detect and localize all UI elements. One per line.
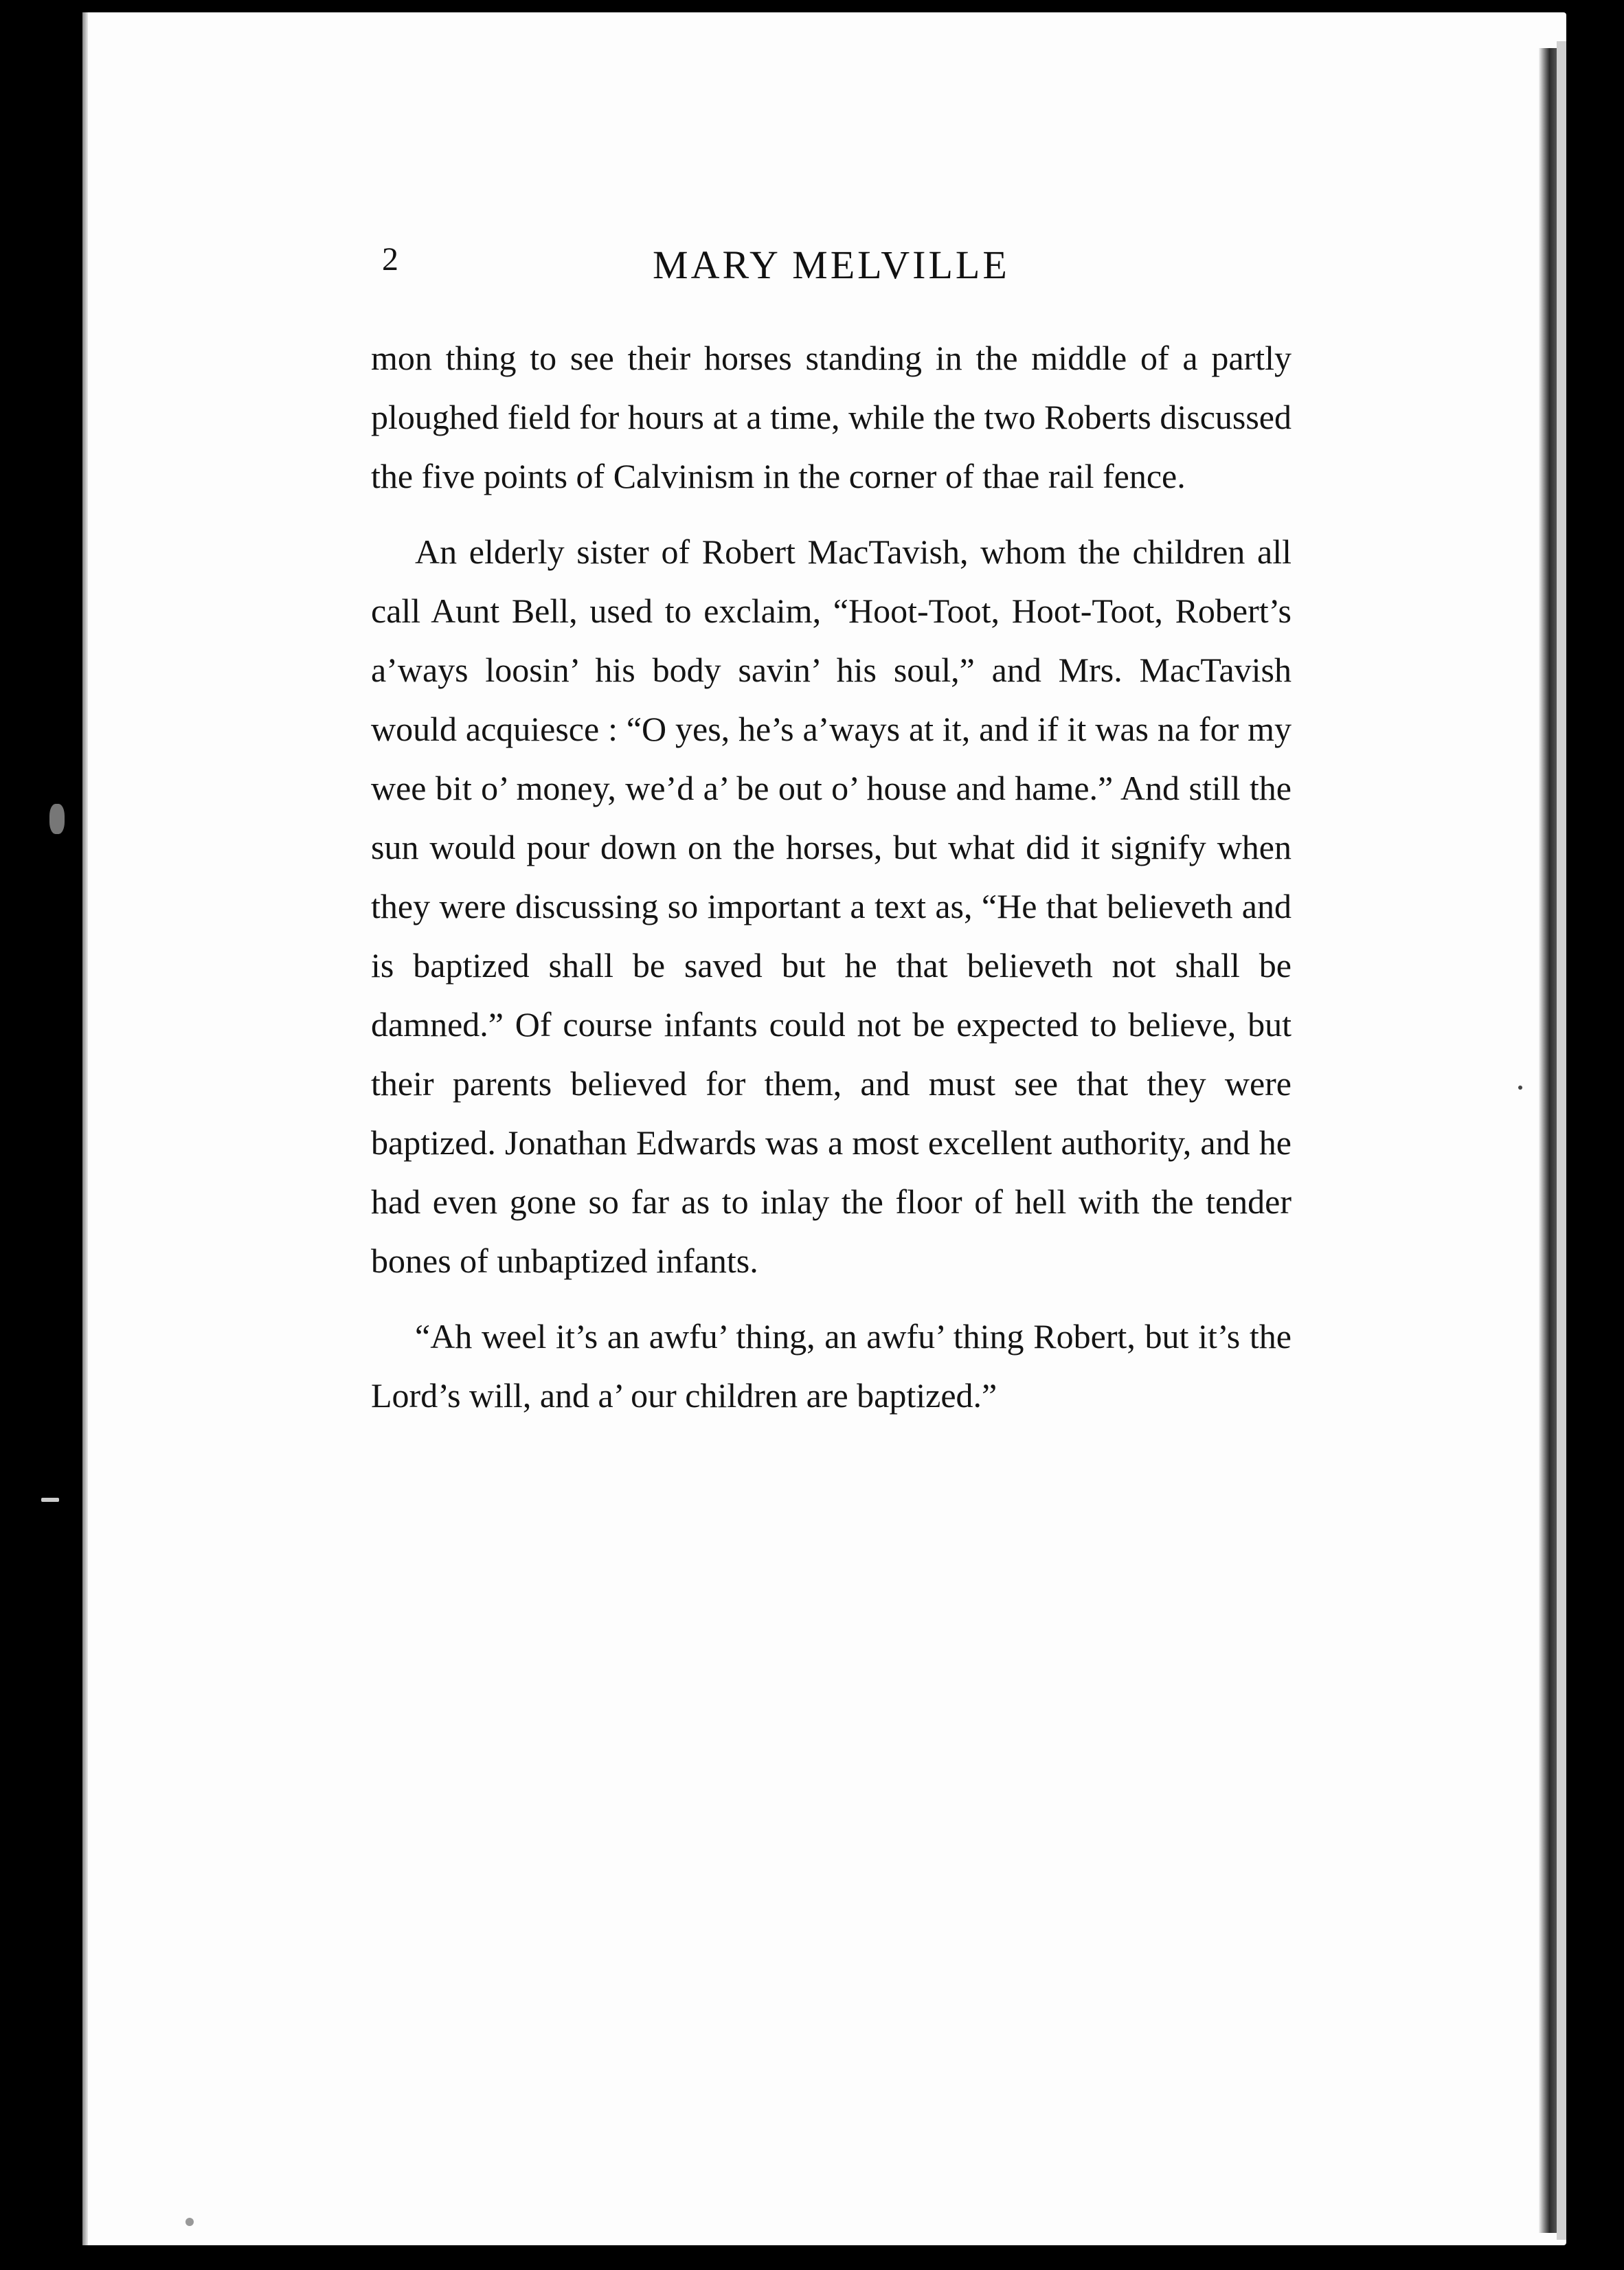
page-right-edge (1557, 41, 1566, 2240)
page-number: 2 (382, 241, 398, 278)
page-left-edge (82, 12, 88, 2245)
paragraph-2: An elderly sister of Robert MacTavish, whom the children all call Aunt Bell, used to exclaim, “Hoot-Toot, Hoot-Toot, Robert’s a’ways loosin’ his body savin’ his soul,” and Mrs. MacTavish would acquiesce : “O yes, he’s a’ways at it, and if it was na for my wee bit o’ money, we’d a’ be out o’ house and hame.” And still the sun would pour down on the horses, but what did it signify when they were discussing so important a text as, “He that believeth and is baptized shall be saved but he that believeth not shall be damned.” Of course infants could not be expected to believe, but their parents believed for them, and must see that they were baptized. Jonathan Edwards was a most excellent authority, and he had even gone so far as to inlay the floor of hell with the tender bones of unbaptized infants. (371, 532, 1292, 1280)
paragraph-3: “Ah weel it’s an awfu’ thing, an awfu’ thing Robert, but it’s the Lord’s will, and a’ our children are baptized.” (371, 1317, 1292, 1415)
scan-speck (1518, 1086, 1522, 1090)
scan-speck (49, 804, 65, 834)
scan-speck (41, 1498, 59, 1502)
running-title: MARY MELVILLE (653, 243, 1010, 287)
scan-speck (185, 2218, 194, 2226)
page-binding-shadow (1539, 48, 1557, 2233)
paragraph-1: mon thing to see their horses standing in the middle of a partly ploughed field for hours at a time, while the two Roberts discussed the five points of Calvinism in the corner of thae rail fence. (371, 339, 1292, 495)
body-text (371, 328, 1292, 1425)
